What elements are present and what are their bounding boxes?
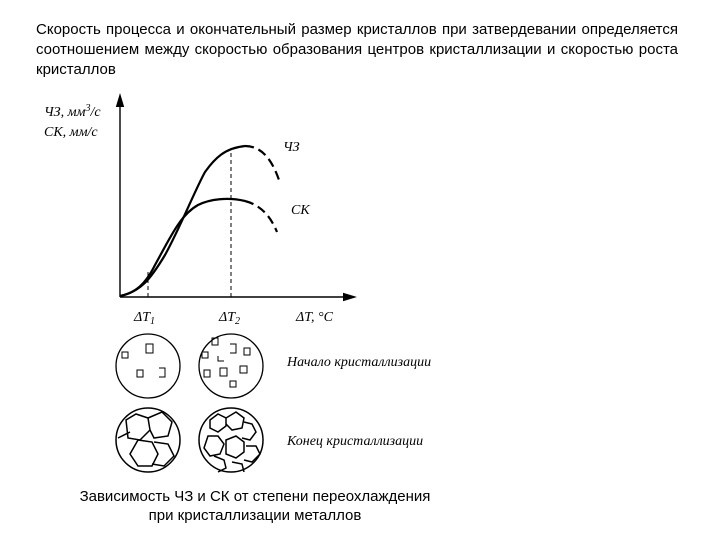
curve-label-sk: СК: [291, 203, 310, 218]
sk-curve-extrapolated: [245, 201, 277, 232]
start-crystallization-label: Начало кристаллизации: [287, 355, 432, 370]
start-nuclei-large: [202, 338, 250, 387]
x-axis-label: ΔT, °C: [296, 310, 333, 325]
tick-t2-label: $\Delta T_2$: [219, 310, 241, 327]
cz-curve-extrapolated: [245, 146, 279, 180]
tick-t1-label: $\Delta T_1$: [134, 310, 156, 327]
caption-line-2: при кристаллизации металлов: [148, 507, 362, 524]
curve-label-cz: ЧЗ: [283, 140, 300, 155]
end-grains-fine: [204, 412, 260, 472]
sk-curve: [120, 199, 245, 296]
end-circle-large-undercooling: [199, 408, 263, 472]
start-nuclei-small: [122, 344, 165, 377]
caption-line-1: Зависимость ЧЗ и СК от степени переохлаждения: [79, 488, 431, 505]
end-grains-coarse: [118, 412, 174, 466]
y-axis-label-cz: ЧЗ, $мм^3/с$: [44, 103, 101, 120]
y-axis-label-sk: СК, мм/с: [44, 125, 98, 140]
intro-paragraph: Скорость процесса и окончательный размер кристаллов при затвердевании определяется соотношением между скоростью образования центров кристаллизации и скоростью роста кристаллов: [36, 21, 678, 78]
cz-curve: [120, 146, 245, 296]
end-crystallization-label: Конец кристаллизации: [287, 434, 424, 449]
